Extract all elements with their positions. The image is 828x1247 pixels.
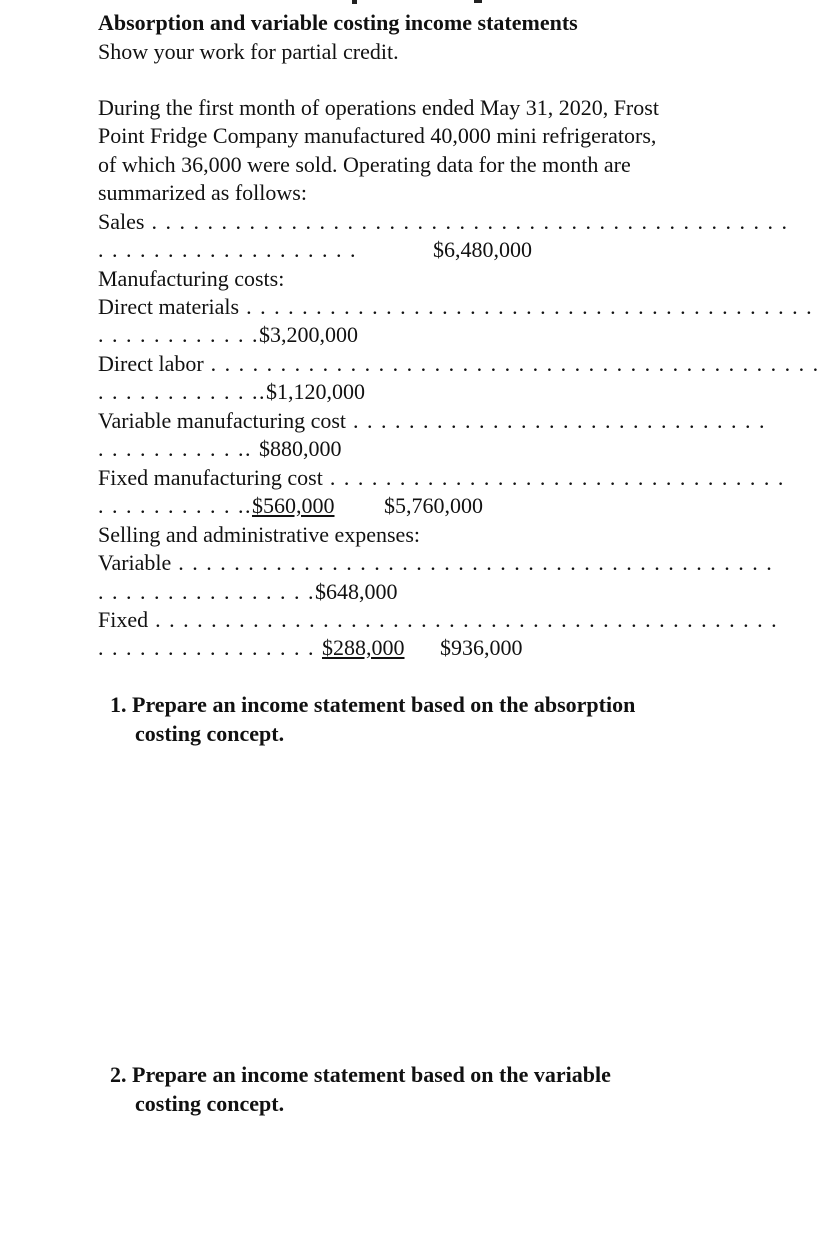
variable-sga-value: $648,000 bbox=[315, 579, 398, 604]
document-title: Absorption and variable costing income statements bbox=[98, 10, 578, 35]
fixed-mfg-row bbox=[98, 464, 785, 492]
clipped-text-fragment bbox=[352, 0, 357, 4]
direct-materials-row-cont bbox=[98, 321, 358, 349]
sales-label: Sales bbox=[98, 209, 145, 234]
variable-mfg-label: Variable manufacturing cost bbox=[98, 408, 347, 433]
leader-dots: . . . . . . . . . . . . . . . . . . . . . . . . . . . . . . . . . . . . . . . . . bbox=[239, 294, 814, 319]
direct-materials-label: Direct materials bbox=[98, 294, 240, 319]
leader-dots: . . . . . . . . . . . . . . . . . . . . . . . . . . . . . . . . . . . . . . . . . . . bbox=[171, 550, 774, 575]
fixed-sga-value: $288,000 bbox=[322, 635, 405, 660]
fixed-mfg-label: Fixed manufacturing cost bbox=[98, 465, 323, 490]
fixed-sga-row-cont bbox=[98, 634, 405, 662]
intro-paragraph-line: summarized as follows: bbox=[98, 180, 307, 205]
sga-heading: Selling and administrative expenses: bbox=[98, 522, 420, 547]
intro-paragraph-line: During the first month of operations ended May 31, 2020, Frost bbox=[98, 95, 659, 120]
sales-total: $6,480,000 bbox=[433, 237, 532, 262]
intro-paragraph-line: Point Fridge Company manufactured 40,000 mini refrigerators, bbox=[98, 123, 657, 148]
variable-sga-row bbox=[98, 549, 773, 577]
question-2-cont: costing concept. bbox=[135, 1091, 285, 1116]
variable-mfg-row-cont bbox=[98, 435, 342, 463]
manufacturing-heading: Manufacturing costs: bbox=[98, 266, 285, 291]
leader-dots: . . . . . . . . . . . . . . . . bbox=[98, 579, 315, 604]
variable-sga-row-cont bbox=[98, 578, 398, 606]
question-2: 2. Prepare an income statement based on the variable bbox=[110, 1062, 611, 1087]
leader-dots: . . . . . . . . . . .. bbox=[98, 436, 259, 461]
fixed-mfg-row-cont bbox=[98, 492, 335, 520]
question-1-cont: costing concept. bbox=[135, 721, 285, 746]
fixed-mfg-value: $560,000 bbox=[252, 493, 335, 518]
sales-row bbox=[98, 208, 788, 236]
direct-materials-row bbox=[98, 293, 813, 321]
instruction-text: Show your work for partial credit. bbox=[98, 39, 399, 64]
direct-labor-row-cont bbox=[98, 378, 365, 406]
direct-labor-value: $1,120,000 bbox=[266, 379, 365, 404]
leader-dots: . . . . . . . . . . .. bbox=[98, 493, 252, 518]
leader-dots: . . . . . . . . . . . . . . . . . . . . . . . . . . . . . . . . . bbox=[322, 465, 785, 490]
leader-dots: . . . . . . . . . . . . . . . . . . . . . . . . . . . . . . . . . . . . . . . . . . . . bbox=[203, 351, 820, 376]
variable-mfg-value: $880,000 bbox=[259, 436, 342, 461]
direct-labor-row bbox=[98, 350, 820, 378]
sga-total: $936,000 bbox=[440, 635, 523, 660]
leader-dots: . . . . . . . . . . . . . . . . bbox=[98, 635, 322, 660]
manufacturing-total: $5,760,000 bbox=[384, 493, 483, 518]
leader-dots: . . . . . . . . . . . . . . . . . . . . . . . . . . . . . . . . . . . . . . . . . . . . . bbox=[148, 607, 779, 632]
fixed-sga-row bbox=[98, 606, 778, 634]
direct-labor-label: Direct labor bbox=[98, 351, 204, 376]
leader-dots: . . . . . . . . . . . . bbox=[98, 322, 259, 347]
question-1: 1. Prepare an income statement based on the absorption bbox=[110, 692, 636, 717]
leader-dots: . . . . . . . . . . . .. bbox=[98, 379, 266, 404]
intro-paragraph-line: of which 36,000 were sold. Operating data for the month are bbox=[98, 152, 631, 177]
fixed-sga-label: Fixed bbox=[98, 607, 149, 632]
leader-dots: . . . . . . . . . . . . . . . . . . . . . . . . . . . . . . bbox=[346, 408, 767, 433]
direct-materials-value: $3,200,000 bbox=[259, 322, 358, 347]
variable-sga-label: Variable bbox=[98, 550, 172, 575]
leader-dots: . . . . . . . . . . . . . . . . . . . bbox=[98, 237, 357, 262]
leader-dots: . . . . . . . . . . . . . . . . . . . . . . . . . . . . . . . . . . . . . . . . . . . . . . bbox=[144, 209, 789, 234]
variable-mfg-row bbox=[98, 407, 766, 435]
clipped-text-fragment bbox=[474, 0, 482, 3]
